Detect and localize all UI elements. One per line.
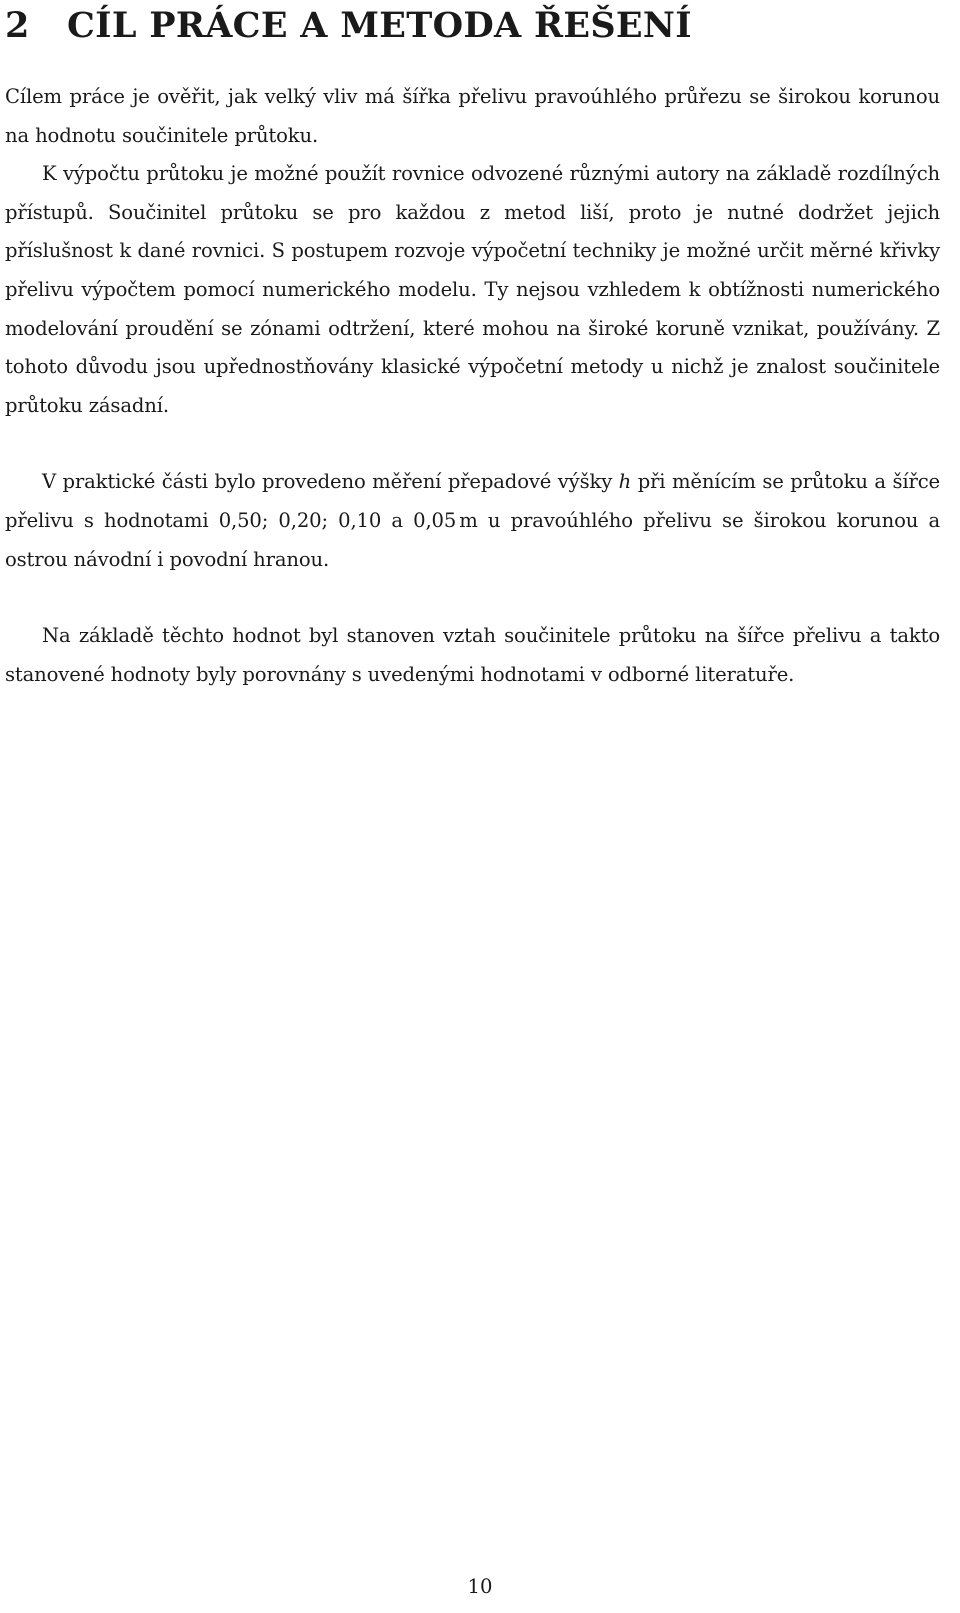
paragraph-conclusion: Na základě těchto hodnot byl stanoven vztah součinitele průtoku na šířce přelivu a takto stanovené hodnoty byly porovnány s uvedenými hodnotami v odborné literatuře.	[5, 624, 940, 686]
paragraph-practical-text-2: při měnícím se průtoku a šířce přelivu s hodnotami 0,50; 0,20; 0,10 a 0,05	[5, 470, 940, 532]
variable-h: h	[618, 470, 632, 494]
chapter-title: CÍL PRÁCE A METODA ŘEŠENÍ	[67, 5, 692, 46]
page-number: 10	[467, 1575, 493, 1598]
paragraph-practical-part	[5, 463, 940, 579]
paragraph-methods: K výpočtu průtoku je možné použít rovnice odvozené různými autory na základě rozdílných přístupů. Součinitel průtoku se pro každou z metod liší, proto je nutné dodržet jejich příslušnost k dané rovnici. S postupem rozvoje výpočetní techniky je možné určit měrné křivky přelivu výpočtem pomocí numerického modelu. Ty nejsou vzhledem k obtížnosti numerického modelování proudění se zónami odtržení, které mohou na široké koruně vznikat, používány. Z tohoto důvodu jsou upřednostňovány klasické výpočetní metody u nichž je znalost součinitele průtoku zásadní.	[5, 162, 940, 417]
unit-metre: m	[459, 508, 478, 532]
paragraph-goal: Cílem práce je ověřit, jak velký vliv má šířka přelivu pravoúhlého průřezu se širokou korunou na hodnotu součinitele průtoku.	[5, 85, 940, 147]
chapter-heading	[5, 0, 940, 48]
chapter-number: 2	[5, 5, 30, 46]
paragraph-practical-text-3: u pravoúhlého přelivu se širokou korunou a ostrou návodní i povodní hranou.	[5, 508, 940, 571]
document-page	[5, 0, 940, 694]
paragraph-practical-text-1: V praktické části bylo provedeno měření přepadové výšky	[42, 470, 619, 494]
